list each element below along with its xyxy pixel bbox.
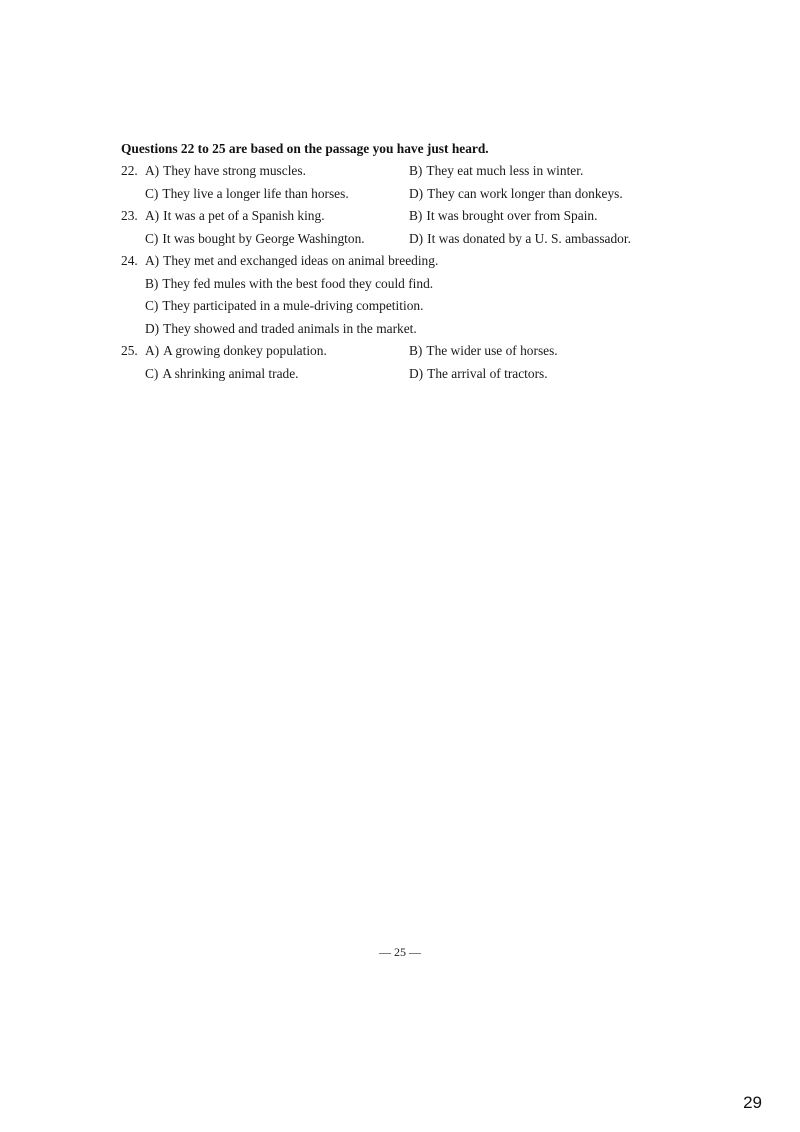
- option-c: [145, 185, 349, 203]
- option-letter: A): [145, 253, 160, 268]
- option-letter: D): [409, 186, 424, 201]
- option-letter: B): [409, 343, 423, 358]
- option-b: [145, 275, 433, 293]
- option-text: They participated in a mule-driving competition.: [162, 298, 424, 313]
- option-a: [145, 252, 438, 270]
- option-a: [145, 342, 327, 360]
- option-letter: D): [145, 321, 160, 336]
- option-letter: B): [145, 276, 159, 291]
- section-heading: Questions 22 to 25 are based on the passage you have just heard.: [121, 141, 489, 156]
- option-text: A growing donkey population.: [163, 343, 327, 358]
- option-letter: A): [145, 208, 160, 223]
- option-text: It was brought over from Spain.: [426, 208, 598, 223]
- option-text: They showed and traded animals in the market.: [163, 321, 417, 336]
- option-d: [409, 185, 623, 203]
- question-number: 25.: [121, 343, 138, 358]
- option-letter: B): [409, 208, 423, 223]
- option-text: It was donated by a U. S. ambassador.: [427, 231, 631, 246]
- option-text: They can work longer than donkeys.: [427, 186, 623, 201]
- option-text: A shrinking animal trade.: [162, 366, 299, 381]
- option-letter: A): [145, 343, 160, 358]
- option-b: [409, 162, 583, 180]
- option-d: [409, 230, 631, 248]
- option-text: They eat much less in winter.: [426, 163, 584, 178]
- option-letter: D): [409, 366, 424, 381]
- option-b: [409, 342, 558, 360]
- option-text: They live a longer life than horses.: [162, 186, 349, 201]
- option-b: [409, 207, 597, 225]
- option-text: They fed mules with the best food they could find.: [162, 276, 434, 291]
- question-number: 22.: [121, 163, 138, 178]
- option-letter: A): [145, 163, 160, 178]
- option-d: [409, 365, 548, 383]
- option-text: They met and exchanged ideas on animal breeding.: [163, 253, 439, 268]
- option-text: It was a pet of a Spanish king.: [163, 208, 325, 223]
- page-number-corner: 29: [743, 1093, 762, 1112]
- option-text: They have strong muscles.: [163, 163, 306, 178]
- option-c: [145, 365, 299, 383]
- question-number: 23.: [121, 208, 138, 223]
- option-d: [145, 320, 417, 338]
- option-a: [145, 207, 325, 225]
- page-number-footer: — 25 —: [379, 945, 421, 959]
- option-text: It was bought by George Washington.: [162, 231, 365, 246]
- option-c: [145, 297, 423, 315]
- option-letter: B): [409, 163, 423, 178]
- option-letter: C): [145, 231, 159, 246]
- option-letter: C): [145, 186, 159, 201]
- option-a: [145, 162, 306, 180]
- option-letter: C): [145, 366, 159, 381]
- option-letter: D): [409, 231, 424, 246]
- option-c: [145, 230, 365, 248]
- option-text: The arrival of tractors.: [427, 366, 548, 381]
- option-letter: C): [145, 298, 159, 313]
- option-text: The wider use of horses.: [426, 343, 558, 358]
- question-number: 24.: [121, 253, 138, 268]
